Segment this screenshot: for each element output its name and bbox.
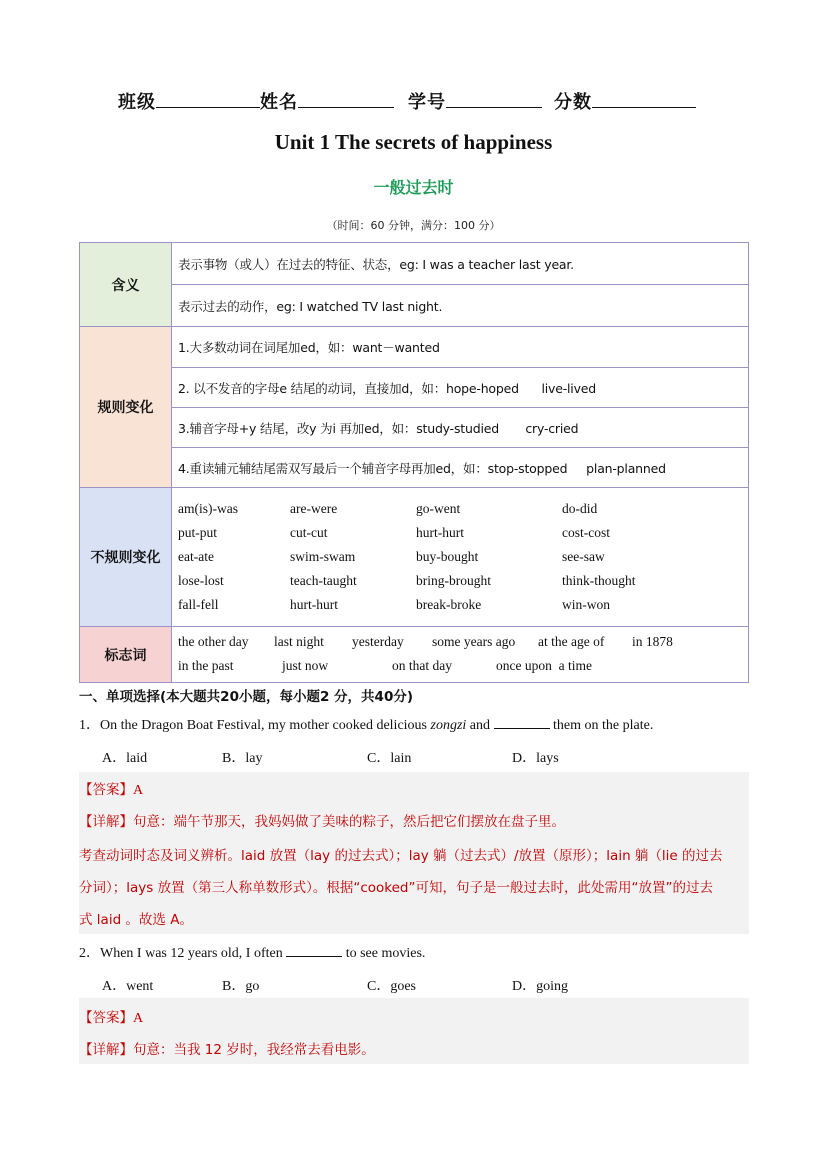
irregular-verbs-cell: [172, 488, 749, 627]
irregular-verb-pair: cost-cost: [562, 525, 610, 540]
meaning-row-1: 表示事物（或人）在过去的特征、状态，eg: I was a teacher last year.: [172, 243, 749, 285]
irregular-verb-pair: break-broke: [416, 597, 482, 612]
answer-value: A: [133, 1011, 144, 1026]
question-italic-word: zongzi: [430, 718, 467, 733]
irregular-verb-pair: cut-cut: [290, 525, 328, 540]
score-blank[interactable]: [592, 89, 696, 108]
signal-word: last night: [274, 633, 324, 649]
irregular-verb-pair: hurt-hurt: [290, 597, 338, 612]
irregular-verb-pair: think-thought: [562, 573, 636, 588]
category-irregular: 不规则变化: [80, 488, 172, 627]
table-row: [80, 488, 749, 627]
irregular-verb-pair: bring-brought: [416, 573, 491, 588]
regular-row-2: 2. 以不发音的字母e 结尾的动词，直接加d，如：hope-hoped live-lived: [172, 368, 749, 408]
explain-label: 【详解】: [79, 814, 133, 830]
irregular-verbs-grid: [178, 501, 742, 613]
regular-row-1: 1.大多数动词在词尾加ed，如：want－wanted: [172, 327, 749, 368]
irregular-verb-pair: teach-taught: [290, 573, 357, 588]
irregular-verb-pair: are-were: [290, 501, 338, 516]
option-d[interactable]: D．lays: [512, 751, 559, 766]
category-signal-words: 标志词: [80, 627, 172, 683]
score-label: 分数: [554, 92, 592, 113]
explain-text: 句意：端午节那天，我妈妈做了美味的粽子，然后把它们摆放在盘子里。: [133, 814, 565, 830]
question-text: 1．On the Dragon Boat Festival, my mother cooked delicious: [79, 718, 431, 733]
irregular-verb-pair: hurt-hurt: [416, 525, 464, 540]
class-label: 班级: [118, 92, 156, 113]
page-subtitle: 一般过去时: [373, 178, 454, 197]
grammar-table: [79, 242, 749, 683]
answer-label: 【答案】: [79, 1010, 133, 1026]
regular-row-3: 3.辅音字母+y 结尾，改y 为i 再加ed，如：study-studied cry-cried: [172, 408, 749, 448]
irregular-verb-pair: go-went: [416, 501, 461, 516]
irregular-verb-pair: lose-lost: [178, 573, 224, 588]
signal-word: once upon a time: [496, 657, 592, 673]
explain-text: 考查动词时态及词义辨析。laid 放置（lay 的过去式）；lay 躺（过去式）/放置（原形）；lain 躺（lie 的过去: [79, 848, 723, 864]
question-text: 2．When I was 12 years old, I often: [79, 946, 287, 961]
irregular-verb-pair: put-put: [178, 525, 217, 540]
irregular-verb-pair: see-saw: [562, 549, 605, 564]
class-blank[interactable]: [156, 89, 260, 108]
option-c[interactable]: C．goes: [367, 979, 416, 994]
explain-text: 式 laid 。故选 A。: [79, 912, 193, 928]
page-title: Unit 1 The secrets of happiness: [274, 130, 553, 154]
table-row: [80, 285, 749, 327]
question-1-stem: [79, 714, 653, 734]
irregular-verb-pair: am(is)-was: [178, 501, 238, 516]
explain-line: [79, 1038, 375, 1058]
meaning-row-2: 表示过去的动作，eg: I watched TV last night.: [172, 285, 749, 327]
question-2-answer-box: [79, 998, 749, 1064]
signal-word: at the age of: [538, 633, 605, 649]
option-c[interactable]: C．lain: [367, 751, 412, 766]
regular-row-4: 4.重读辅元辅结尾需双写最后一个辅音字母再加ed，如：stop-stopped plan-planned: [172, 448, 749, 488]
irregular-verb-pair: do-did: [562, 501, 598, 516]
table-row: [80, 627, 749, 683]
table-row: [80, 368, 749, 408]
name-label: 姓名: [260, 92, 298, 113]
table-row: [80, 327, 749, 368]
signal-word: just now: [282, 657, 329, 673]
name-blank[interactable]: [298, 89, 394, 108]
explain-text: 句意：当我 12 岁时，我经常去看电影。: [133, 1042, 375, 1058]
answer-blank[interactable]: [494, 714, 550, 729]
question-text: them on the plate.: [549, 718, 654, 733]
irregular-verb-pair: buy-bought: [416, 549, 479, 564]
signal-word: on that day: [392, 657, 452, 673]
answer-blank[interactable]: [286, 942, 342, 957]
signal-word: the other day: [178, 633, 249, 649]
answer-line: [79, 778, 143, 799]
option-d[interactable]: D．going: [512, 979, 568, 994]
option-b[interactable]: B．lay: [222, 751, 263, 766]
explain-line: [79, 810, 565, 830]
irregular-verb-pair: win-won: [562, 597, 610, 612]
signal-words-row-2: [178, 653, 742, 679]
option-b[interactable]: B．go: [222, 979, 260, 994]
table-row: [80, 243, 749, 285]
option-a[interactable]: A．went: [102, 979, 154, 994]
student-number-blank[interactable]: [446, 89, 542, 108]
irregular-verb-pair: eat-ate: [178, 549, 214, 564]
question-1-answer-box: [79, 772, 749, 934]
option-a[interactable]: A．laid: [102, 751, 148, 766]
irregular-verb-pair: fall-fell: [178, 597, 219, 612]
category-meaning: 含义: [80, 243, 172, 327]
answer-value: A: [133, 783, 144, 798]
explain-text: 分词）；lays 放置（第三人称单数形式）。根据“cooked”可知，句子是一般过去时，此处需用“放置”的过去: [79, 880, 713, 896]
time-note: （时间：60 分钟，满分：100 分）: [326, 219, 501, 232]
signal-words-cell: [172, 627, 749, 683]
student-number-label: 学号: [408, 92, 446, 113]
answer-label: 【答案】: [79, 782, 133, 798]
signal-word: in 1878: [632, 633, 673, 649]
question-2-stem: [79, 942, 425, 962]
irregular-verb-pair: swim-swam: [290, 549, 356, 564]
explain-label: 【详解】: [79, 1042, 133, 1058]
question-text: and: [466, 718, 494, 733]
signal-words-row-1: [178, 631, 742, 653]
signal-word: some years ago: [432, 633, 516, 649]
answer-line: [79, 1006, 143, 1027]
table-row: [80, 408, 749, 448]
signal-word: in the past: [178, 657, 234, 673]
question-text: to see movies.: [342, 946, 426, 961]
signal-word: yesterday: [352, 633, 404, 649]
category-regular: 规则变化: [80, 327, 172, 488]
student-info-line: [118, 88, 718, 114]
table-row: [80, 448, 749, 488]
section-heading: 一、单项选择(本大题共20小题，每小题2 分，共40分): [79, 689, 414, 705]
